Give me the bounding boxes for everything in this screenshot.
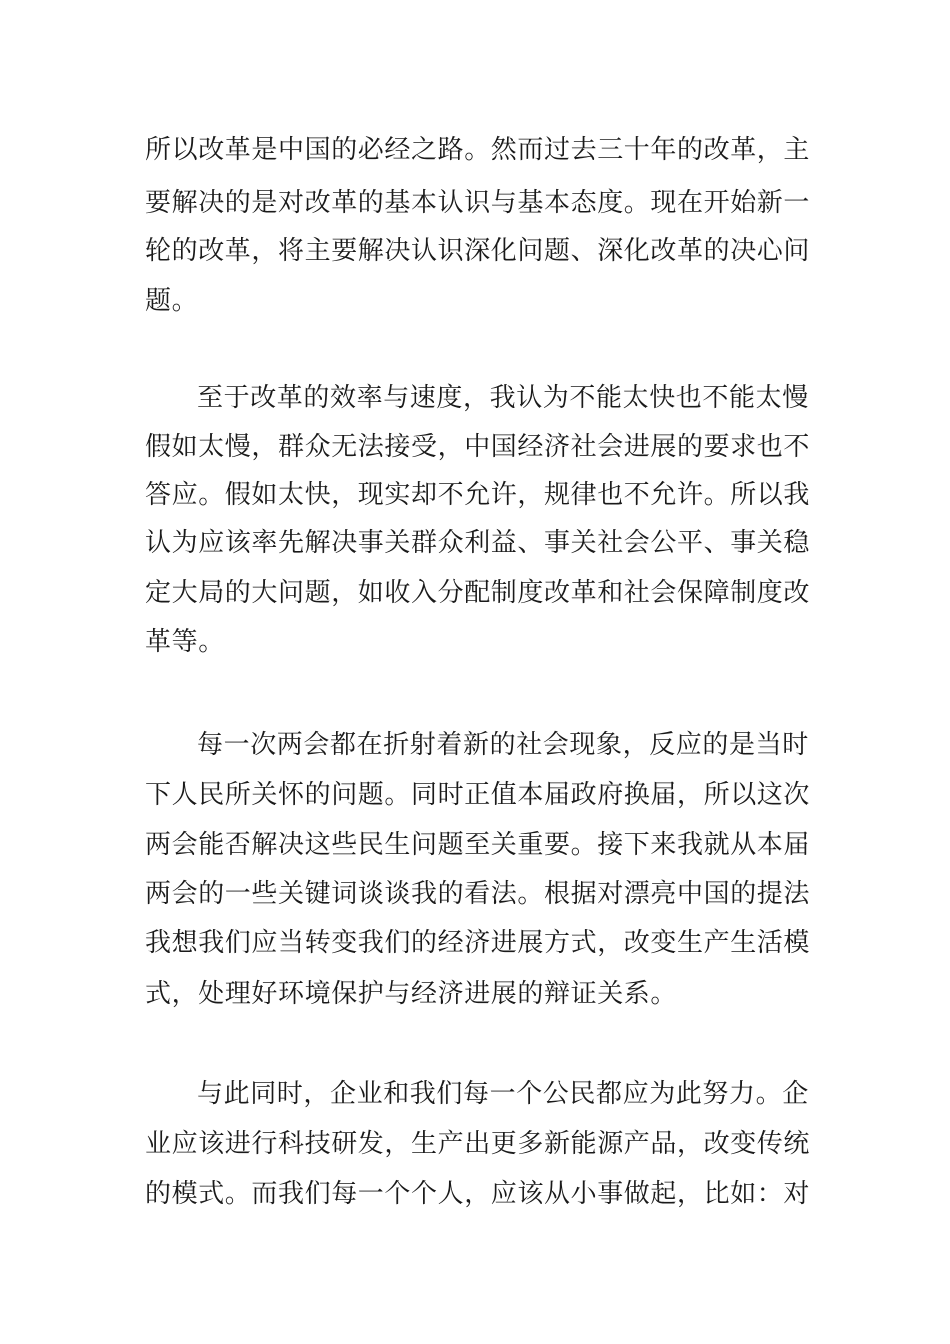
text-line: 至于改革的效率与速度，我认为不能太快也不能太慢 [197, 383, 809, 413]
text-line: 两会的一些关键词谈谈我的看法。根据对漂亮中国的提法 [145, 879, 811, 909]
text-line: 题。 [145, 286, 199, 316]
text-line: 业应该进行科技研发，生产出更多新能源产品，改变传统 [145, 1129, 811, 1159]
text-line: 与此同时，企业和我们每一个公民都应为此努力。企 [197, 1079, 809, 1109]
text-line: 两会能否解决这些民生问题至关重要。接下来我就从本届 [145, 830, 811, 860]
text-line: 要解决的是对改革的基本认识与基本态度。现在开始新一 [145, 188, 811, 218]
text-line: 定大局的大问题，如收入分配制度改革和社会保障制度改 [145, 578, 811, 608]
text-line: 每一次两会都在折射着新的社会现象，反应的是当时 [197, 730, 809, 760]
text-line: 革等。 [145, 627, 225, 657]
text-line: 我想我们应当转变我们的经济进展方式，改变生产生活模 [145, 928, 811, 958]
text-line: 下人民所关怀的问题。同时正值本届政府换届，所以这次 [145, 780, 811, 810]
text-line: 的模式。而我们每一个个人，应该从小事做起，比如：对 [145, 1179, 811, 1209]
text-line: 式，处理好环境保护与经济进展的辩证关系。 [145, 979, 678, 1009]
text-line: 答应。假如太快，现实却不允许，规律也不允许。所以我 [145, 480, 811, 510]
text-line: 轮的改革，将主要解决认识深化问题、深化改革的决心问 [145, 236, 811, 266]
text-line: 认为应该率先解决事关群众利益、事关社会公平、事关稳 [145, 528, 811, 558]
text-line: 假如太慢，群众无法接受，中国经济社会进展的要求也不 [145, 432, 811, 462]
text-line: 所以改革是中国的必经之路。然而过去三十年的改革，主 [145, 135, 811, 165]
